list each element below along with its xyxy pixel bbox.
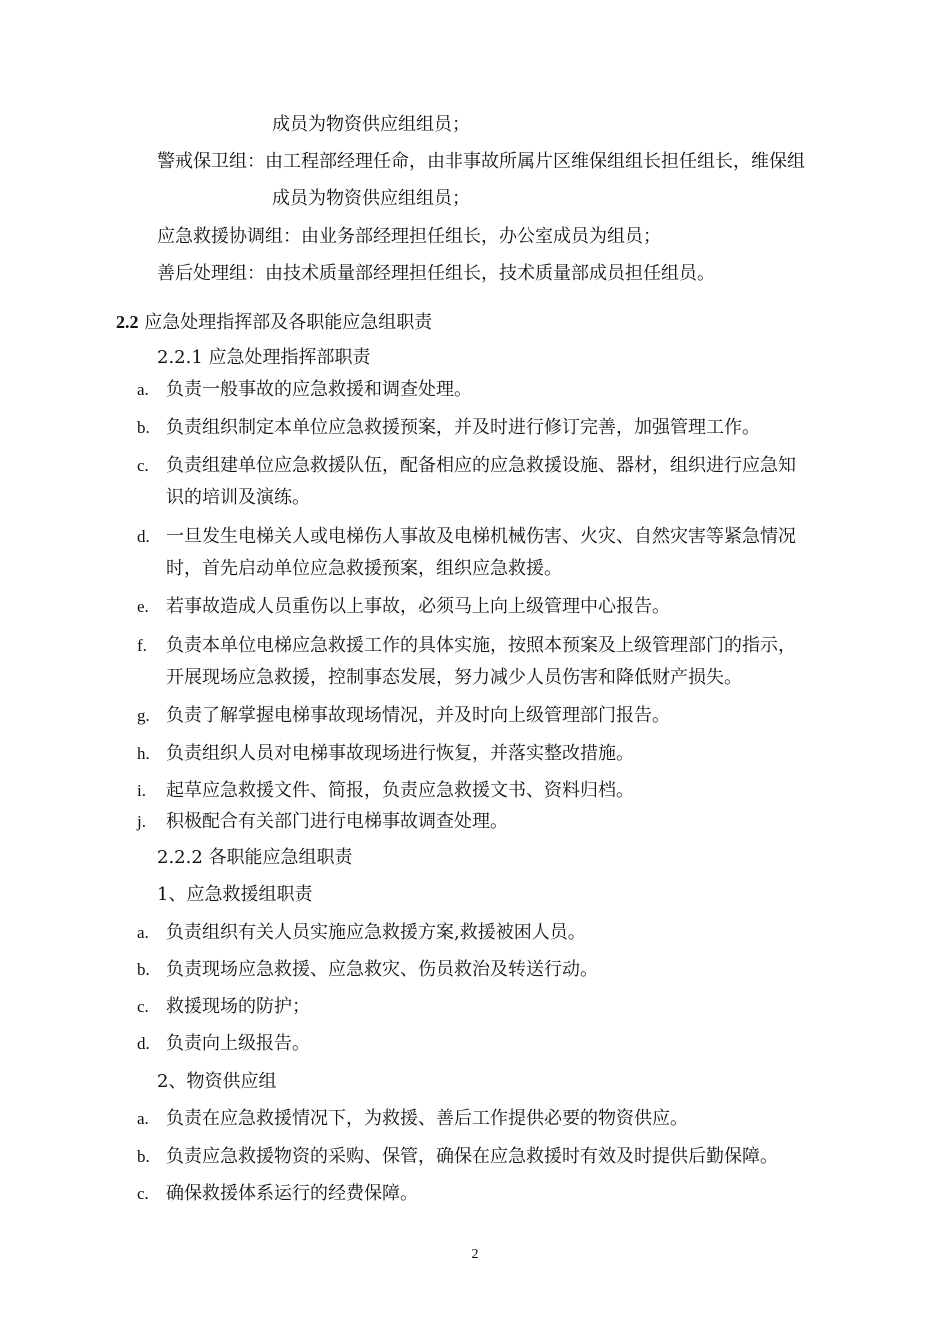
list-item-text: 负责组织制定本单位应急救援预案，并及时进行修订完善，加强管理工作。: [166, 417, 760, 438]
list-marker: d.: [137, 527, 150, 546]
section-heading: [116, 309, 432, 336]
list-item-text: 负责向上级报告。: [166, 1033, 310, 1054]
list-marker: f.: [137, 636, 147, 655]
list-marker: b.: [137, 1147, 150, 1166]
list-item-text: 负责在应急救援情况下，为救援、善后工作提供必要的物资供应。: [166, 1108, 688, 1129]
subsection-heading-2-2-2: 2.2.2 各职能应急组职责: [157, 847, 353, 868]
list-marker: c.: [137, 456, 149, 475]
intro-line-continuation: 成员为物资供应组组员；: [272, 114, 470, 135]
group-heading-rescue: 1、应急救援组职责: [157, 884, 313, 905]
list-marker: j.: [137, 812, 146, 831]
list-item-text: 负责本单位电梯应急救援工作的具体实施，按照本预案及上级管理部门的指示，: [166, 635, 796, 656]
list-marker: a.: [137, 923, 149, 942]
list-marker: b.: [137, 418, 150, 437]
list-item-text: 负责组建单位应急救援队伍，配备相应的应急救援设施、器材，组织进行应急知: [166, 455, 796, 476]
page-number: 2: [471, 1247, 479, 1262]
list-item-text: 负责组织有关人员实施应急救援方案,救援被困人员。: [166, 922, 586, 943]
list-item-text: 积极配合有关部门进行电梯事故调查处理。: [166, 811, 508, 832]
coordination-group-line: 应急救援协调组：由业务部经理担任组长，办公室成员为组员；: [157, 226, 661, 247]
list-marker: e.: [137, 597, 149, 616]
list-marker: i.: [137, 781, 146, 800]
list-marker: d.: [137, 1034, 150, 1053]
list-item-text: 一旦发生电梯关人或电梯伤人事故及电梯机械伤害、火灾、自然灾害等紧急情况: [166, 526, 796, 547]
list-marker: h.: [137, 744, 150, 763]
list-marker: b.: [137, 960, 150, 979]
list-item-text: 若事故造成人员重伤以上事故，必须马上向上级管理中心报告。: [166, 596, 670, 617]
list-item-text-continuation: 时，首先启动单位应急救援预案，组织应急救援。: [166, 558, 562, 579]
list-item-text: 确保救援体系运行的经费保障。: [166, 1183, 418, 1204]
list-item-text: 负责一般事故的应急救援和调查处理。: [166, 379, 472, 400]
guard-group-line: 警戒保卫组：由工程部经理任命，由非事故所属片区维保组组长担任组长，维保组: [157, 151, 805, 172]
list-item-text-continuation: 识的培训及演练。: [166, 487, 310, 508]
list-item-text: 负责组织人员对电梯事故现场进行恢复，并落实整改措施。: [166, 743, 634, 764]
list-item-text-continuation: 开展现场应急救援，控制事态发展，努力减少人员伤害和降低财产损失。: [166, 667, 742, 688]
list-marker: c.: [137, 997, 149, 1016]
subsection-heading-2-2-1: 2.2.1 应急处理指挥部职责: [157, 347, 371, 368]
list-marker: a.: [137, 380, 149, 399]
group-heading-supply: 2、物资供应组: [157, 1071, 277, 1092]
list-item-text: 起草应急救援文件、简报，负责应急救援文书、资料归档。: [166, 780, 634, 801]
list-marker: c.: [137, 1184, 149, 1203]
guard-group-continuation: 成员为物资供应组组员；: [272, 188, 470, 209]
aftermath-group-line: 善后处理组：由技术质量部经理担任组长，技术质量部成员担任组员。: [157, 263, 715, 284]
list-item-text: 负责了解掌握电梯事故现场情况，并及时向上级管理部门报告。: [166, 705, 670, 726]
list-item-text: 负责现场应急救援、应急救灾、伤员救治及转送行动。: [166, 959, 598, 980]
section-number: 2.2: [116, 312, 139, 332]
list-marker: g.: [137, 706, 150, 725]
list-item-text: 负责应急救援物资的采购、保管，确保在应急救援时有效及时提供后勤保障。: [166, 1146, 778, 1167]
list-marker: a.: [137, 1109, 149, 1128]
section-title: 应急处理指挥部及各职能应急组职责: [144, 312, 433, 333]
list-item-text: 救援现场的防护；: [166, 996, 310, 1017]
